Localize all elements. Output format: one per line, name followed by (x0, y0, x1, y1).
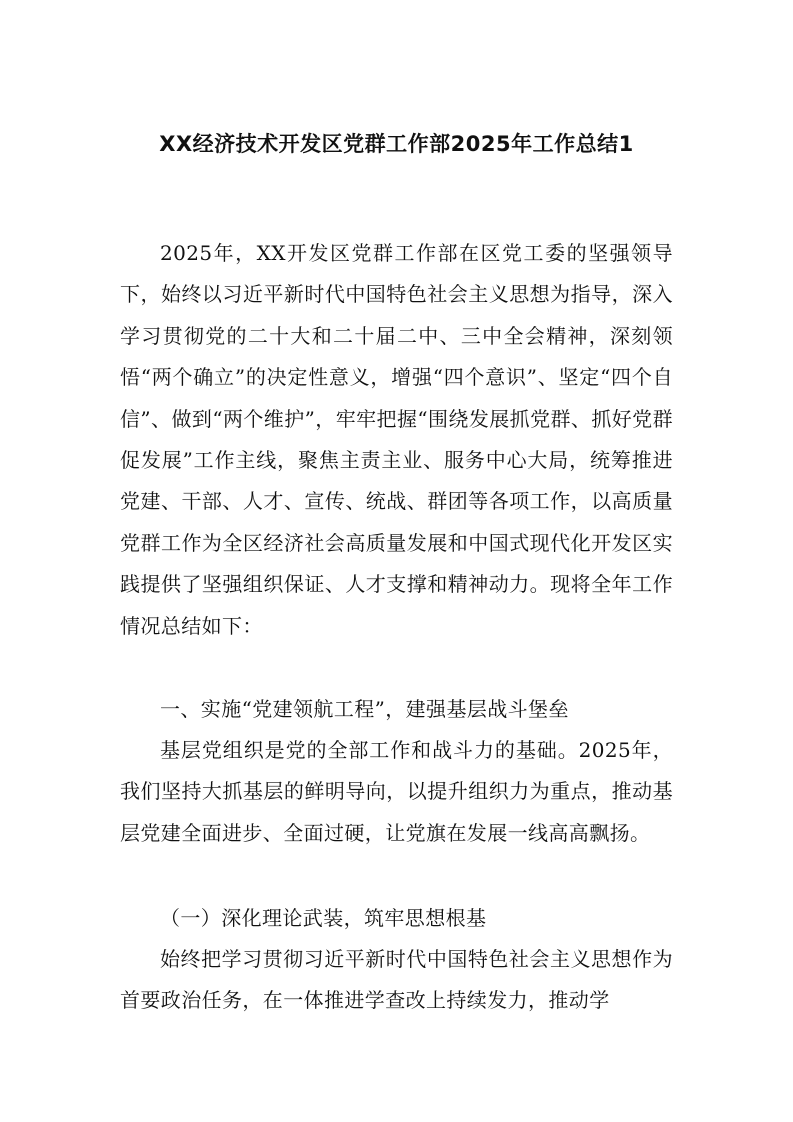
intro-paragraph: 2025年，XX开发区党群工作部在区党工委的坚强领导下，始终以习近平新时代中国特色社会主义思想为指导，深入学习贯彻党的二十大和二十届二中、三中全会精神，深刻领悟“两个确立”的决定性意义，增强“四个意识”、坚定“四个自信”、做到“两个维护”，牢牢把握“围绕发展抓党群、抓好党群促发展”工作主线，聚焦主责主业、服务中心大局，统筹推进党建、干部、人才、宣传、统战、群团等各项工作，以高质量党群工作为全区经济社会高质量发展和中国式现代化开发区实践提供了坚强组织保证、人才支撑和精神动力。现将全年工作情况总结如下： (120, 241, 673, 638)
document-title: XX经济技术开发区党群工作部2025年工作总结1 (159, 132, 634, 156)
subsection-1-paragraph: 始终把学习贯彻习近平新时代中国特色社会主义思想作为首要政治任务，在一体推进学查改上持续发力，推动学 (120, 947, 673, 1013)
section-1-paragraph: 基层党组织是党的全部工作和战斗力的基础。2025年，我们坚持大抓基层的鲜明导向，以提升组织力为重点，推动基层党建全面进步、全面过硬，让党旗在发展一线高高飘扬。 (120, 738, 673, 845)
section-1-heading: 一、实施“党建领航工程”，建强基层战斗堡垒 (160, 697, 569, 721)
subsection-1-heading: （一）深化理论武装，筑牢思想根基 (160, 906, 487, 930)
